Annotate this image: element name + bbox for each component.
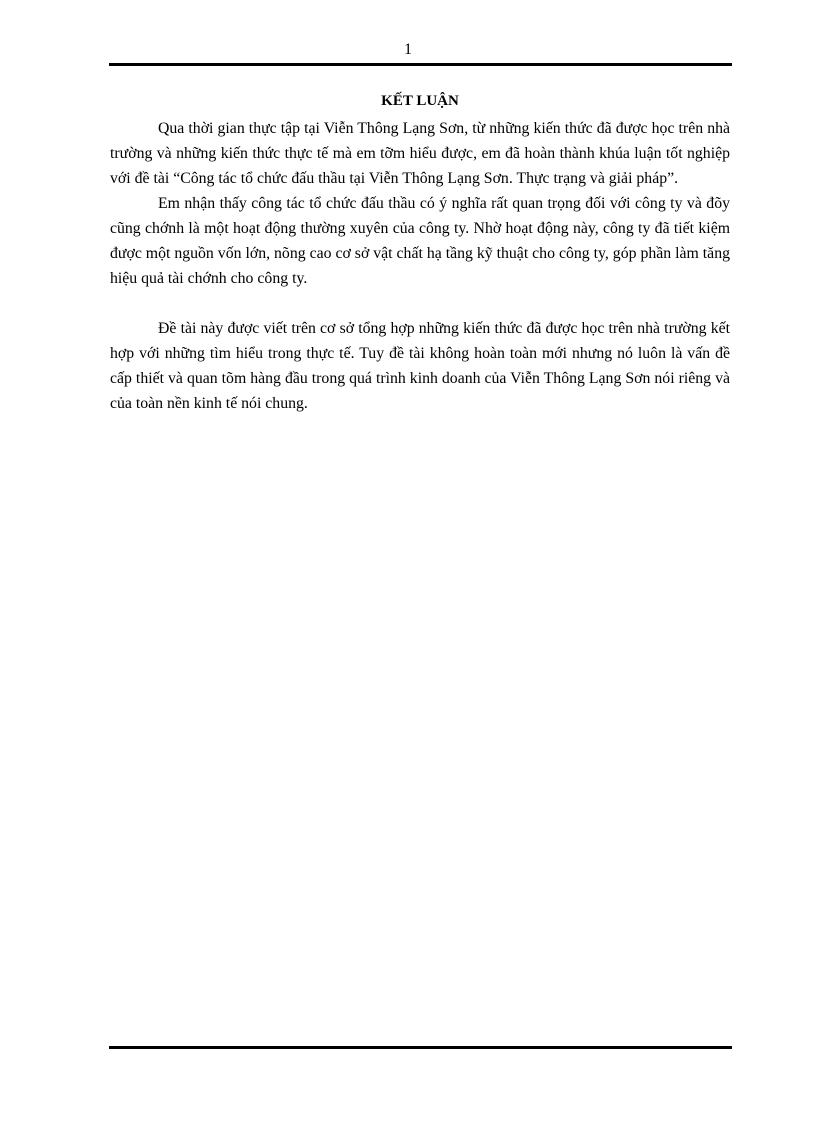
paragraph-topic-significance: Đề tài này được viết trên cơ sở tổng hợp những kiến thức đã được học trên nhà trường kết hợp với những tìm hiểu trong thực tế. Tuy đề tài không hoàn toàn mới nhưng nó luôn là vấn đề cấp thiết và quan tõm hàng đầu trong quá trình kinh doanh của Viễn Thông Lạng Sơn nói riêng và của toàn nền kinh tế nói chung. [110,320,730,412]
conclusion-heading: KẾT LUẬN [381,93,459,109]
footer-divider [109,1046,732,1049]
paragraph-bidding-importance: Em nhận thấy công tác tổ chức đấu thầu có ý nghĩa rất quan trọng đối với công ty và đõy cũng chớnh là một hoạt động thường xuyên của công ty. Nhờ hoạt động này, công ty đã tiết kiệm được một nguồn vốn lớn, nõng cao cơ sở vật chất hạ tầng kỹ thuật cho công ty, góp phần làm tăng hiệu quả tài chớnh cho công ty. [110,195,730,287]
paragraph-internship-summary: Qua thời gian thực tập tại Viễn Thông Lạng Sơn, từ những kiến thức đã được học trên nhà trường và những kiến thức thực tế mà em tỡm hiểu được, em đã hoàn thành khúa luận tốt nghiệp với đề tài “Công tác tổ chức đấu thầu tại Viễn Thông Lạng Sơn. Thực trạng và giải pháp”. [110,120,730,187]
document-body [110,90,730,416]
header-divider [109,63,732,66]
page-number: 1 [404,41,412,58]
